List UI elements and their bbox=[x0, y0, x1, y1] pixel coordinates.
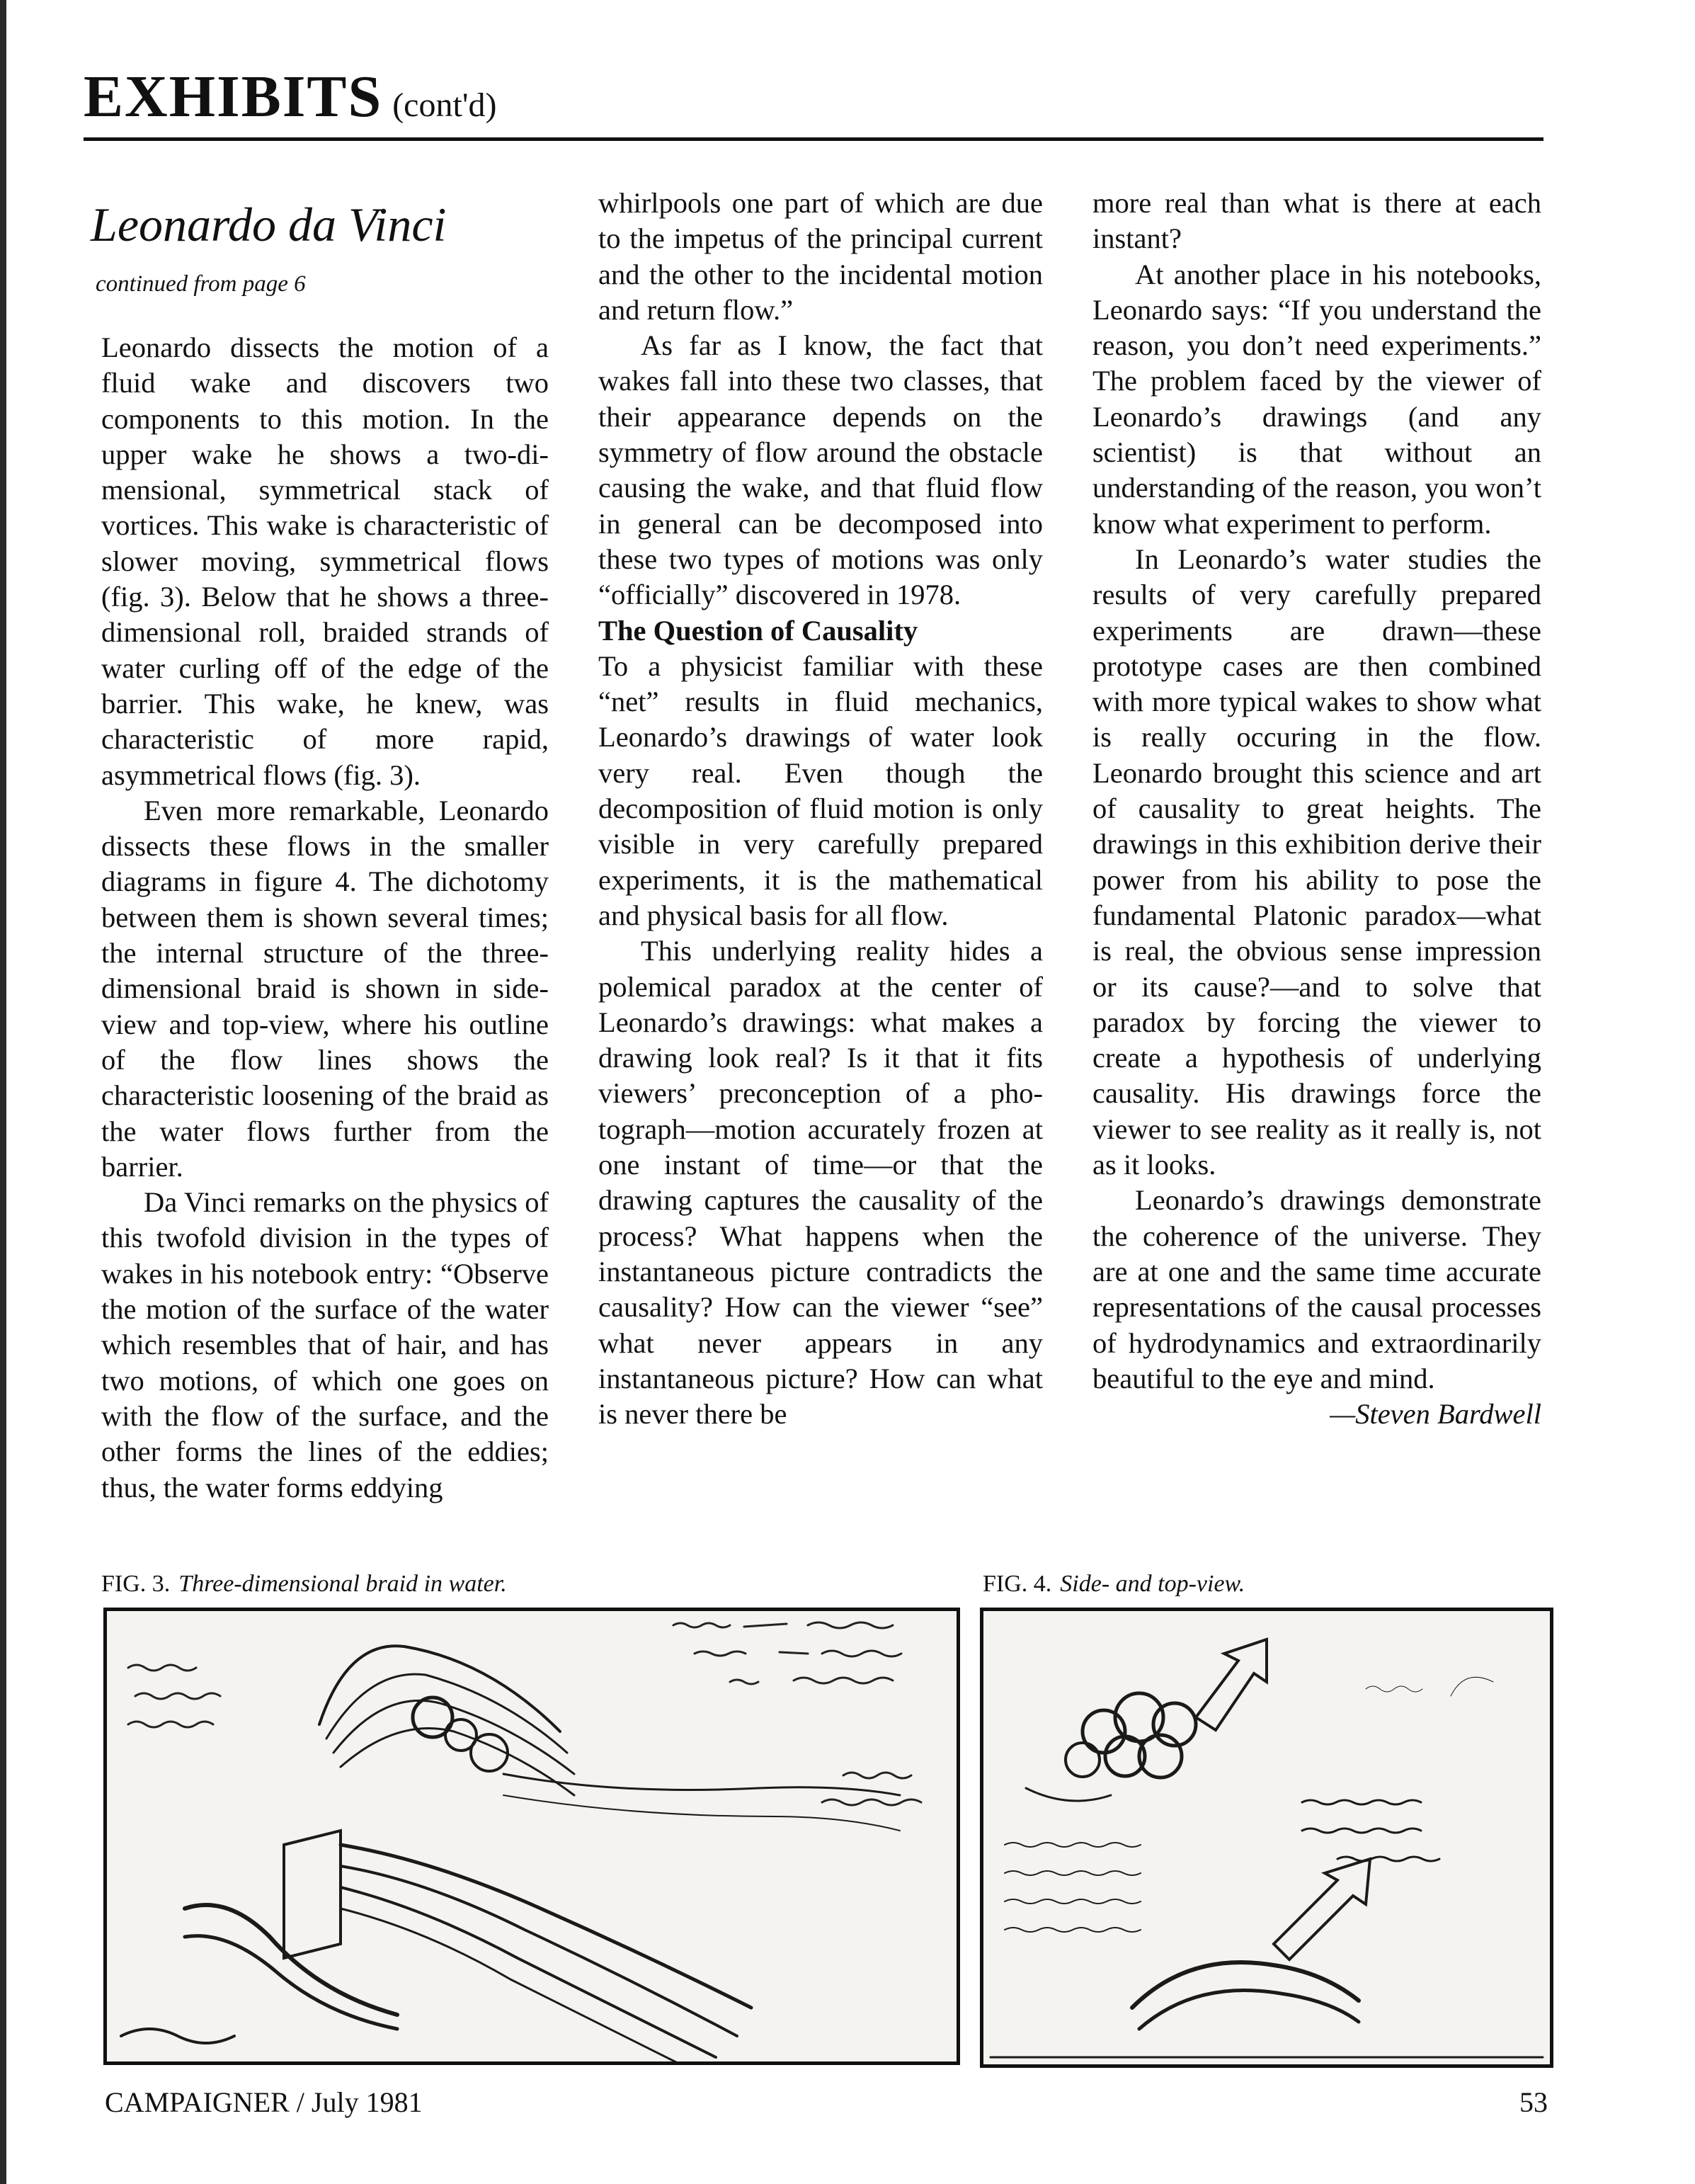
section-header bbox=[84, 62, 1543, 140]
paragraph: At another place in his notebooks, Leonardo says: “If you understand the reason, you don’t need experiments.” The problem faced by the viewer of Leonardo’s drawings (and any scientist) is that without an understanding of the reason, you won’t know what experiment to perform. bbox=[1092, 258, 1541, 540]
figure-3-caption-text: Three-dimensional braid in water. bbox=[178, 1571, 507, 1597]
subheading: The Question of Causality bbox=[598, 614, 918, 647]
figure-3-image bbox=[103, 1608, 960, 2065]
paragraph: Leonardo’s drawings demonstrate the coherence of the universe. They are at one and the same time accurate representations of the causal processes of hydrodynamics and extraordinarily beautiful to the eye and mind. bbox=[1092, 1184, 1541, 1394]
figure-4-caption bbox=[983, 1571, 1245, 1598]
paragraph: To a physicist familiar with these “net” results in fluid mechanics, Leonardo’s drawings of water look very real. Even though the decomposition of fluid motion is only visible in very carefully prepared experiments, it is the mathematical and physical basis for all flow. bbox=[598, 649, 1043, 931]
publication-footer: CAMPAIGNER / July 1981 bbox=[105, 2086, 423, 2118]
paragraph: Leonardo dissects the motion of a fluid wake and discovers two components to this motion. In the upper wake he shows a two-dimensional, symmetrical stack of vortices. This wake is characteristic of slower moving, symmetrical flows (fig. 3). Below that he shows a three-dimensional roll, braided strands of water curling off of the edge of the barrier. This wake, he knew, was characteristic of more rapid, asymmetrical flows (fig. 3). bbox=[101, 331, 549, 791]
section-title: EXHIBITS bbox=[84, 64, 383, 130]
figure-3-drawing bbox=[107, 1611, 957, 2061]
paragraph: As far as I know, the fact that wakes fall into these two classes, that their appearance depends on the symmetry of flow around the obstacle causing the wake, and that fluid flow in general can be decomposed into these two types of motions was only “officially” discovered in 1978. bbox=[598, 329, 1043, 611]
header-rule bbox=[84, 137, 1543, 141]
figure-4-drawing bbox=[983, 1611, 1550, 2064]
page-number: 53 bbox=[1519, 2086, 1548, 2118]
binding-edge bbox=[0, 0, 6, 2184]
column-2 bbox=[598, 186, 1043, 1432]
paragraph: Da Vinci remarks on the physics of this twofold division in the types of wakes in his notebook entry: “Observe the motion of the surface of the water which resembles that of hair, and has two motions, of which one goes on with the flow of the surface, and the other forms the lines of the eddies; thus, the water forms eddying bbox=[101, 1186, 549, 1503]
paragraph: more real than what is there at each instant? bbox=[1092, 187, 1541, 255]
figure-4-image bbox=[980, 1608, 1553, 2068]
paragraph: In Leonardo’s water studies the results of very carefully prepared experiments are drawn—these prototype cases are then combined with more typical wakes to show what is really occuring in the flow. Leonardo brought this science and art of causality to great heights. The drawings in this exhibition derive their power from his ability to pose the fundamental Platonic paradox—what is real, the obvious sense impression or its cause?—and to solve that paradox by forcing the viewer to create a hypothesis of underlying causality. His drawings force the viewer to see reality as it really is, not as it looks. bbox=[1092, 542, 1541, 1181]
figure-4-caption-text: Side- and top-view. bbox=[1060, 1571, 1245, 1597]
paragraph: This underlying reality hides a polemical paradox at the center of Leonardo’s drawings: what makes a drawing look real? Is it that it fits viewers’ preconception of a photograph—motion accurately frozen at one instant of time—or that the drawing captures the causality of the process? What happens when the instantaneous picture contradicts the causality? How can the viewer “see” what never appears in any instantaneous picture? How can what is never there be bbox=[598, 935, 1043, 1431]
column-1 bbox=[101, 330, 549, 1506]
paragraph: whirlpools one part of which are due to the impetus of the principal current and the other to the incidental motion and return flow.” bbox=[598, 187, 1043, 326]
column-3 bbox=[1092, 186, 1541, 1432]
figure-4-label: FIG. 4. bbox=[983, 1571, 1052, 1597]
article-title: Leonardo da Vinci bbox=[91, 198, 447, 251]
continued-note: continued from page 6 bbox=[96, 271, 306, 297]
section-subtitle: (cont'd) bbox=[392, 86, 497, 124]
paragraph: Even more remarkable, Leonardo dissects these flows in the smaller diagrams in figure 4. The dichotomy between them is shown several times; the internal structure of the three-dimensional braid is shown in side-view and top-view, where his outline of the flow lines shows the characteristic loosening of the braid as the water flows further from the barrier. bbox=[101, 794, 549, 1183]
figure-3-label: FIG. 3. bbox=[101, 1571, 171, 1597]
figure-3-caption bbox=[101, 1571, 507, 1598]
author-signature: —Steven Bardwell bbox=[1330, 1398, 1541, 1431]
